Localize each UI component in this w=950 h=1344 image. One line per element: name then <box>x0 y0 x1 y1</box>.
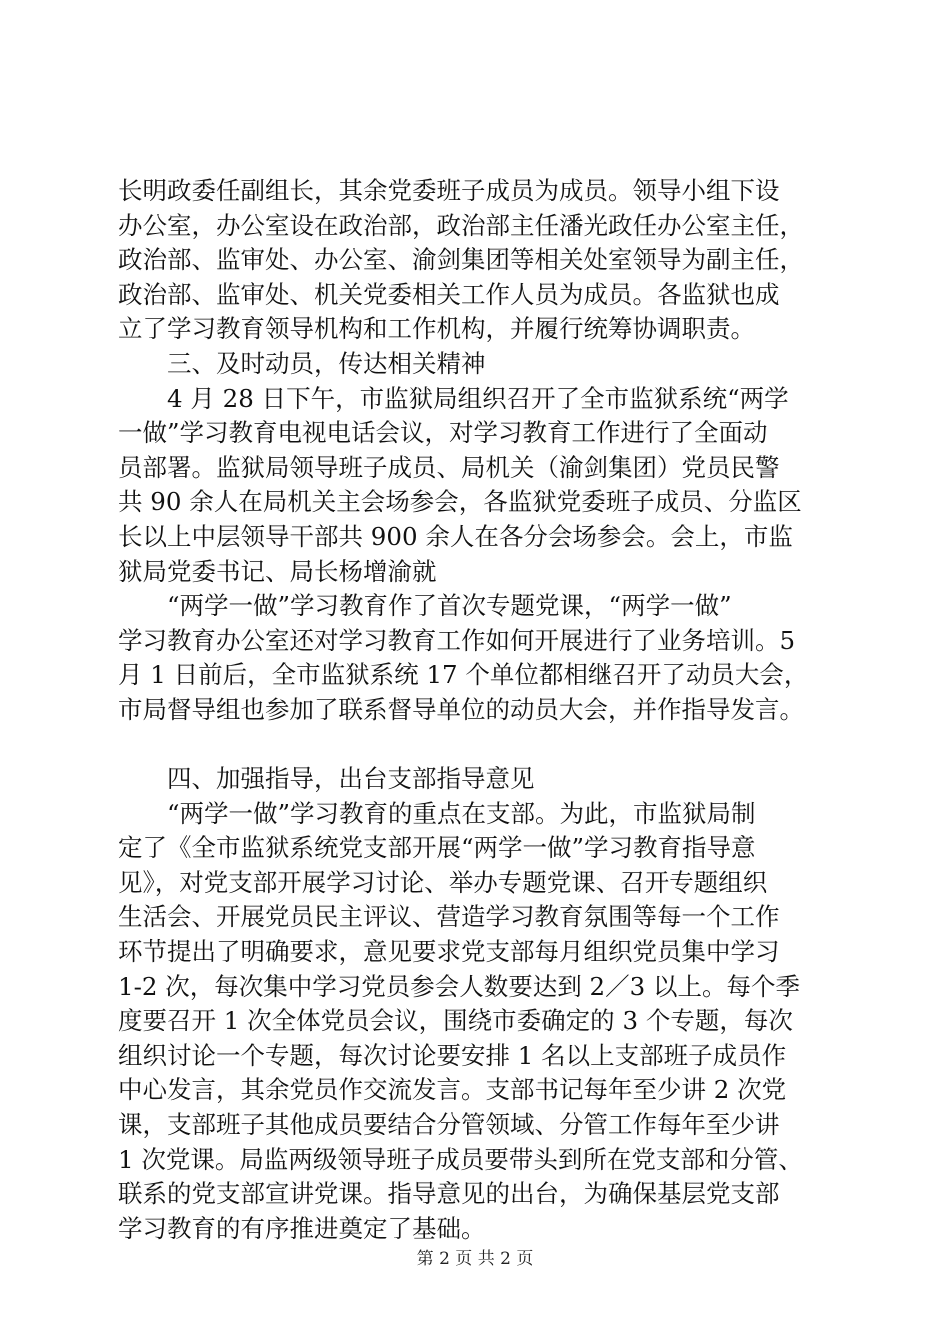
text-line: 定了《全市监狱系统党支部开展“两学一做”学习教育指导意 <box>118 833 756 863</box>
text-line: 1 次党课。局监两级领导班子成员要带头到所在党支部和分管、 <box>118 1144 803 1174</box>
text-line: 三、及时动员，传达相关精神 <box>118 348 486 378</box>
text-line: 四、加强指导，出台支部指导意见 <box>118 764 535 794</box>
text-line: 学习教育的有序推进奠定了基础。 <box>118 1213 486 1243</box>
document-body <box>118 174 858 1246</box>
text-line: “两学一做”学习教育作了首次专题党课，“两学一做” <box>118 591 732 621</box>
text-line: 立了学习教育领导机构和工作机构，并履行统筹协调职责。 <box>118 314 755 344</box>
text-line: 学习教育办公室还对学习教育工作如何开展进行了业务培训。5 <box>118 625 796 655</box>
text-line: 狱局党委书记、局长杨增渝就 <box>118 556 437 586</box>
text-line: 度要召开 1 次全体党员会议，围绕市委确定的 3 个专题，每次 <box>118 1006 793 1036</box>
text-line: 中心发言，其余党员作交流发言。支部书记每年至少讲 2 次党 <box>118 1075 787 1105</box>
text-line: 联系的党支部宣讲党课。指导意见的出台，为确保基层党支部 <box>118 1179 780 1209</box>
text-line: 政治部、监审处、机关党委相关工作人员为成员。各监狱也成 <box>118 279 780 309</box>
text-line: 1-2 次，每次集中学习党员参会人数要达到 2／3 以上。每个季 <box>118 971 800 1001</box>
text-line: 长明政委任副组长，其余党委班子成员为成员。领导小组下设 <box>118 176 780 205</box>
text-line: 课，支部班子其他成员要结合分管领域、分管工作每年至少讲 <box>118 1110 780 1140</box>
blank-line <box>118 728 858 763</box>
text-line: 长以上中层领导干部共 900 余人在各分会场参会。会上，市监 <box>118 521 793 551</box>
text-line: 见》，对党支部开展学习讨论、举办专题党课、召开专题组织 <box>118 867 768 897</box>
text-line: 4 月 28 日下午，市监狱局组织召开了全市监狱系统“两学 <box>118 383 789 413</box>
text-line: 共 90 余人在局机关主会场参会，各监狱党委班子成员、分监区 <box>118 487 802 517</box>
text-line: 一做”学习教育电视电话会议，对学习教育工作进行了全面动 <box>118 418 768 448</box>
text-line: 月 1 日前后，全市监狱系统 17 个单位都相继召开了动员大会， <box>118 660 809 690</box>
text-line: “两学一做”学习教育的重点在支部。为此，市监狱局制 <box>118 798 756 828</box>
text-line: 政治部、监审处、办公室、渝剑集团等相关处室领导为副主任， <box>118 245 804 275</box>
text-line: 员部署。监狱局领导班子成员、局机关（渝剑集团）党员民警 <box>118 452 780 482</box>
text-line: 生活会、开展党员民主评议、营造学习教育氛围等每一个工作 <box>118 902 780 932</box>
text-line: 环节提出了明确要求，意见要求党支部每月组织党员集中学习 <box>118 937 780 967</box>
text-line: 市局督导组也参加了联系督导单位的动员大会，并作指导发言。 <box>118 694 804 724</box>
text-line: 组织讨论一个专题，每次讨论要安排 1 名以上支部班子成员作 <box>118 1040 787 1070</box>
page-footer: 第 2 页 共 2 页 <box>416 1249 534 1269</box>
text-line: 办公室，办公室设在政治部，政治部主任潘光政任办公室主任， <box>118 210 804 240</box>
